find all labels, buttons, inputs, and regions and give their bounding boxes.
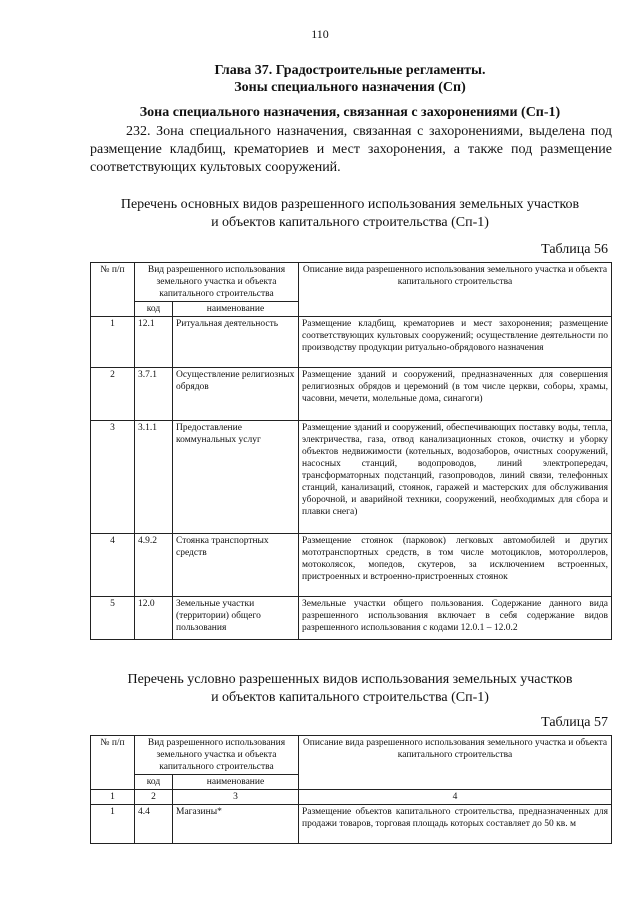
- table57: [90, 735, 612, 844]
- col-number: 4: [299, 790, 612, 805]
- chapter-title: [90, 62, 610, 96]
- row-description: Размещение зданий и сооружений, предназначенных для совершения религиозных обрядов и церемоний (в том числе церкви, соборы, храмы, часовни, мечети, молельные дома, синагоги): [299, 368, 612, 421]
- list1-heading: [90, 196, 610, 232]
- row-name: Стоянка транспортных средств: [173, 534, 299, 597]
- table-row: [91, 421, 612, 534]
- header-code: код: [135, 302, 173, 317]
- table57-header-row: [91, 736, 612, 775]
- row-num: 5: [91, 597, 135, 640]
- header-description: Описание вида разрешенного использования земельного участка и объекта капитального строительства: [299, 263, 612, 317]
- list1-heading-line2: и объектов капитального строительства (Сп-1): [211, 215, 489, 230]
- header-name: наименование: [173, 775, 299, 790]
- row-name: Ритуальная деятельность: [173, 317, 299, 368]
- list2-heading-line2: и объектов капитального строительства (Сп-1): [211, 690, 489, 705]
- table-row: [91, 534, 612, 597]
- header-description: Описание вида разрешенного использования земельного участка и объекта капитального строительства: [299, 736, 612, 790]
- column-number-row: [91, 790, 612, 805]
- col-number: 1: [91, 790, 135, 805]
- row-num: 2: [91, 368, 135, 421]
- table-row: [91, 597, 612, 640]
- row-name: Осуществление религиозных обрядов: [173, 368, 299, 421]
- table56-caption: Таблица 56: [541, 242, 608, 257]
- table-row: [91, 805, 612, 844]
- row-num: 1: [91, 317, 135, 368]
- header-type-group: Вид разрешенного использования земельного участка и объекта капитального строительства: [135, 263, 299, 302]
- row-description: Земельные участки общего пользования. Содержание данного вида разрешенного использования включает в себя содержание видов разрешенного использования с кодами 12.0.1 – 12.0.2: [299, 597, 612, 640]
- header-name: наименование: [173, 302, 299, 317]
- row-code: 3.7.1: [135, 368, 173, 421]
- row-num: 3: [91, 421, 135, 534]
- table57-caption: Таблица 57: [541, 715, 608, 730]
- header-code: код: [135, 775, 173, 790]
- row-description: Размещение стоянок (парковок) легковых автомобилей и других мототранспортных средств, в том числе мотоциклов, мотороллеров, мотоколясок, мопедов, скутеров, за исключением встроенных, пристроенных и встроенно-пристроенных стоянок: [299, 534, 612, 597]
- header-num: № п/п: [91, 736, 135, 790]
- row-description: Размещение объектов капитального строительства, предназначенных для продажи товаров, торговая площадь которых составляет до 50 кв. м: [299, 805, 612, 844]
- row-code: 4.4: [135, 805, 173, 844]
- zone-paragraph: 232. Зона специального назначения, связанная с захоронениями, выделена под размещение кладбищ, крематориев и мест захоронения, а также под размещение соответствующих культовых сооружений.: [90, 124, 612, 175]
- row-num: 4: [91, 534, 135, 597]
- row-code: 12.0: [135, 597, 173, 640]
- row-name: Магазины*: [173, 805, 299, 844]
- row-code: 4.9.2: [135, 534, 173, 597]
- chapter-title-line2: Зоны специального назначения (Сп): [234, 80, 466, 95]
- list2-heading-line1: Перечень условно разрешенных видов использования земельных участков: [127, 672, 573, 687]
- table-row: [91, 317, 612, 368]
- row-code: 12.1: [135, 317, 173, 368]
- table-row: [91, 368, 612, 421]
- table56-header-row: [91, 263, 612, 302]
- chapter-title-line1: Глава 37. Градостроительные регламенты.: [214, 63, 486, 78]
- col-number: 3: [173, 790, 299, 805]
- row-description: Размещение зданий и сооружений, обеспечивающих поставку воды, тепла, электричества, газа, отвод канализационных стоков, очистку и уборку объектов недвижимости (котельных, водозаборов, очистных сооружений, насосных станций, водопроводов, линий электропередач, трансформаторных подстанций, газопроводов, линий связи, телефонных станций, канализаций, стоянок, гаражей и мастерских для обслуживания уборочной, и аварийной техники, сооружений, необходимых для сбора и плавки снега): [299, 421, 612, 534]
- row-code: 3.1.1: [135, 421, 173, 534]
- col-number: 2: [135, 790, 173, 805]
- row-name: Земельные участки (территории) общего пользования: [173, 597, 299, 640]
- row-name: Предоставление коммунальных услуг: [173, 421, 299, 534]
- list2-heading: [90, 671, 610, 707]
- row-description: Размещение кладбищ, крематориев и мест захоронения; размещение соответствующих культовых сооружений; осуществление деятельности по производству продукции ритуально-обрядового назначения: [299, 317, 612, 368]
- row-num: 1: [91, 805, 135, 844]
- zone-heading: Зона специального назначения, связанная с захоронениями (Сп-1): [139, 105, 561, 120]
- header-num: № п/п: [91, 263, 135, 317]
- header-type-group: Вид разрешенного использования земельного участка и объекта капитального строительства: [135, 736, 299, 775]
- page-number: 110: [311, 27, 329, 41]
- table56: [90, 262, 612, 640]
- list1-heading-line1: Перечень основных видов разрешенного использования земельных участков: [120, 197, 580, 212]
